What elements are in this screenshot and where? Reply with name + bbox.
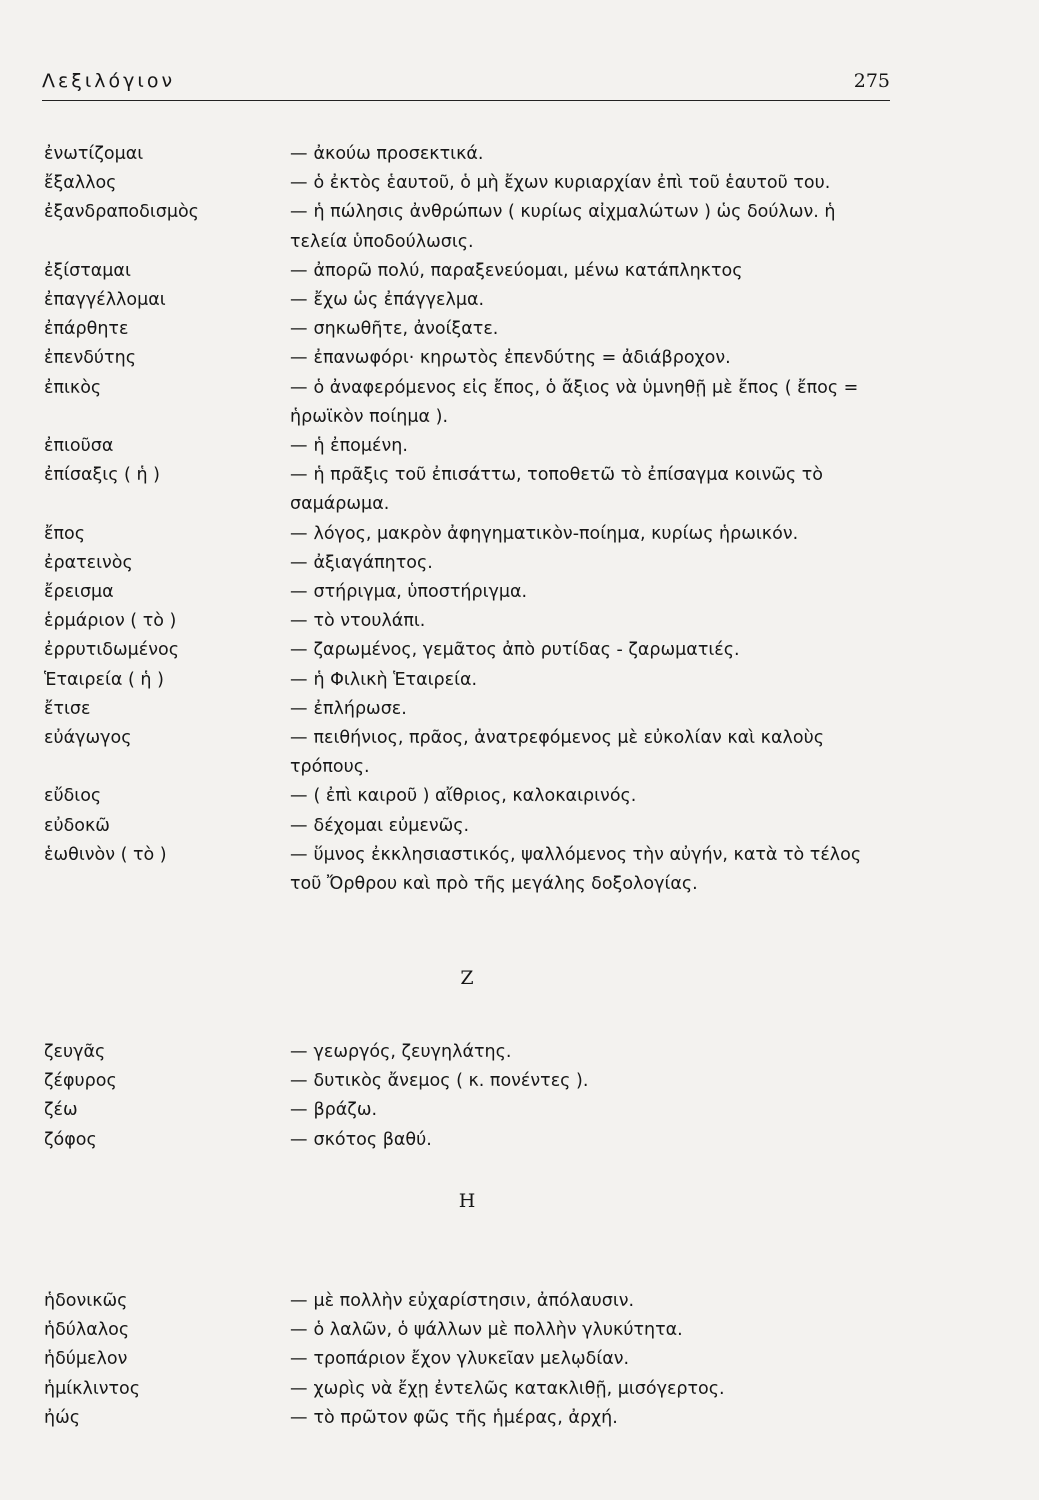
entry-dash: — (290, 844, 308, 865)
glossary-entry (44, 1096, 904, 1125)
entry-term: ἔξαλλος (44, 173, 117, 194)
glossary-entry (44, 1345, 904, 1374)
entry-definition (290, 169, 894, 198)
definition-text: ὁ ἐκτὸς ἑαυτοῦ, ὁ μὴ ἔχων κυριαρχίαν ἐπὶ τοῦ ἑαυτοῦ του. (313, 173, 831, 194)
entry-definition (290, 1316, 894, 1345)
glossary-entry (44, 286, 904, 315)
definition-text: δέχομαι εὐμενῶς. (313, 815, 470, 836)
entry-term: ἔτισε (44, 698, 91, 719)
entry-dash: — (290, 465, 308, 486)
entry-definition (290, 812, 894, 841)
glossary-entry (44, 724, 904, 782)
entry-dash: — (290, 173, 308, 194)
entry-definition (290, 636, 894, 665)
definition-text: ἀπορῶ πολύ, παραξενεύομαι, μένω κατάπληκτος (313, 260, 743, 281)
letter-heading-zeta: Ζ (460, 967, 474, 989)
entry-dash: — (290, 1291, 308, 1311)
entry-term: ἐρατεινὸς (44, 552, 133, 573)
entry-dash: — (290, 669, 308, 690)
entry-dash: — (290, 290, 308, 311)
entry-dash: — (290, 815, 308, 836)
glossary-entry (44, 841, 904, 899)
glossary-entry (44, 315, 904, 344)
entry-term: ἐπίσαξις ( ἡ ) (44, 465, 160, 486)
glossary-entry (44, 812, 904, 841)
definition-text: ἡ πρᾶξις τοῦ ἐπισάττω, τοποθετῶ τὸ ἐπίσαγμα κοινῶς τὸ σαμάρωμα. (290, 465, 823, 515)
glossary-entry (44, 140, 904, 169)
entry-dash: — (290, 1320, 308, 1341)
entry-term: εὔδιος (44, 786, 102, 807)
glossary-entry (44, 782, 904, 811)
definition-text: ἔχω ὡς ἐπάγγελμα. (313, 290, 485, 311)
entry-definition (290, 1345, 894, 1374)
entry-definition (290, 841, 894, 899)
glossary-entry (44, 636, 904, 665)
glossary-section-eta (44, 1287, 904, 1433)
entry-dash: — (290, 1100, 308, 1121)
definition-text: γεωργός, ζευγηλάτης. (313, 1042, 512, 1062)
entry-term: ἡδονικῶς (44, 1291, 128, 1311)
definition-text: σκότος βαθύ. (313, 1129, 432, 1150)
page-header (42, 68, 890, 101)
definition-text: πειθήνιος, πρᾶος, ἀνατρεφόμενος μὲ εὐκολίαν καὶ καλοὺς τρόπους. (290, 728, 824, 778)
glossary-entry (44, 1375, 904, 1404)
entry-term: ἐπιοῦσα (44, 436, 114, 457)
entry-definition (290, 1287, 894, 1316)
entry-definition (290, 695, 894, 724)
entry-term: ἐξίσταμαι (44, 260, 131, 281)
entry-dash: — (290, 1349, 308, 1370)
glossary-entry (44, 1404, 904, 1433)
glossary-entry (44, 1038, 904, 1067)
glossary-section-epsilon (44, 140, 904, 899)
entry-dash: — (290, 582, 308, 603)
entry-dash: — (290, 640, 308, 661)
entry-term: ἐπαγγέλλομαι (44, 290, 166, 311)
glossary-entry (44, 520, 904, 549)
glossary-entry (44, 607, 904, 636)
entry-definition (290, 666, 894, 695)
definition-text: ἡ πώλησις ἀνθρώπων ( κυρίως αἰχμαλώτων ) ὡς δούλων. ἡ τελεία ὑποδούλωσις. (290, 202, 836, 252)
entry-term: ἡδύμελον (44, 1349, 128, 1370)
definition-text: βράζω. (313, 1100, 378, 1121)
entry-definition (290, 1067, 894, 1096)
entry-definition (290, 549, 894, 578)
entry-term: ἑωθινὸν ( τὸ ) (44, 844, 167, 865)
glossary-entry (44, 695, 904, 724)
glossary-entry (44, 169, 904, 198)
definition-text: ( ἐπὶ καιροῦ ) αἴθριος, καλοκαιρινός. (313, 786, 637, 807)
entry-term: ἔπος (44, 523, 85, 544)
entry-definition (290, 1038, 894, 1067)
entry-term: εὐάγωγος (44, 728, 132, 749)
definition-text: ἡ ἐπομένη. (313, 436, 408, 457)
entry-definition (290, 520, 894, 549)
entry-dash: — (290, 552, 308, 573)
entry-dash: — (290, 436, 308, 457)
entry-term: ζόφος (44, 1129, 97, 1150)
entry-definition (290, 140, 894, 169)
definition-text: τὸ ντουλάπι. (313, 611, 426, 632)
glossary-entry (44, 257, 904, 286)
glossary-entry (44, 374, 904, 432)
glossary-entry (44, 198, 904, 256)
entry-definition (290, 607, 894, 636)
entry-definition (290, 374, 894, 432)
entry-term: Ἑταιρεία ( ἡ ) (44, 669, 164, 690)
entry-dash: — (290, 1042, 308, 1062)
running-title: Λεξιλόγιον (42, 70, 176, 92)
entry-dash: — (290, 348, 308, 369)
entry-definition (290, 1126, 894, 1155)
glossary-section-zeta (44, 1038, 904, 1155)
entry-definition (290, 198, 894, 256)
entry-term: ἡμίκλιντος (44, 1378, 141, 1399)
definition-text: στήριγμα, ὑποστήριγμα. (313, 582, 528, 603)
entry-term: ζέφυρος (44, 1071, 117, 1092)
entry-dash: — (290, 786, 308, 807)
entry-definition (290, 724, 894, 782)
entry-definition (290, 315, 894, 344)
glossary-entry (44, 666, 904, 695)
entry-dash: — (290, 728, 308, 749)
glossary-entry (44, 549, 904, 578)
entry-definition (290, 578, 894, 607)
letter-heading-eta: Η (458, 1190, 476, 1212)
definition-text: δυτικὸς ἄνεμος ( κ. πονέντες ). (313, 1071, 589, 1092)
entry-dash: — (290, 144, 308, 164)
entry-definition (290, 461, 894, 519)
glossary-entry (44, 1126, 904, 1155)
definition-text: τὸ πρῶτον φῶς τῆς ἡμέρας, ἀρχή. (313, 1407, 618, 1428)
glossary-entry (44, 461, 904, 519)
definition-text: χωρὶς νὰ ἔχῃ ἐντελῶς κατακλιθῇ, μισόγερτος. (313, 1378, 725, 1399)
entry-term: ἐρρυτιδωμένος (44, 640, 179, 661)
entry-dash: — (290, 260, 308, 281)
entry-dash: — (290, 1071, 308, 1092)
entry-term: ἐξανδραποδισμὸς (44, 202, 199, 223)
glossary-entry (44, 432, 904, 461)
definition-text: λόγος, μακρὸν ἀφηγηματικὸν-ποίημα, κυρίως ἡρωικόν. (313, 523, 799, 544)
entry-dash: — (290, 377, 308, 398)
entry-term: ἠώς (44, 1407, 81, 1428)
entry-dash: — (290, 523, 308, 544)
glossary-entry (44, 1316, 904, 1345)
definition-text: σηκωθῆτε, ἀνοίξατε. (313, 319, 499, 340)
entry-dash: — (290, 1407, 308, 1428)
entry-dash: — (290, 1129, 308, 1150)
entry-definition (290, 1404, 894, 1433)
entry-definition (290, 344, 894, 373)
entry-definition (290, 286, 894, 315)
entry-term: εὐδοκῶ (44, 815, 110, 836)
glossary-entry (44, 1287, 904, 1316)
entry-term: ἐπενδύτης (44, 348, 136, 369)
glossary-entry (44, 1067, 904, 1096)
definition-text: ζαρωμένος, γεμᾶτος ἀπὸ ρυτίδας - ζαρωματιές. (313, 640, 740, 661)
entry-term: ζέω (44, 1100, 78, 1121)
entry-term: ἐπικὸς (44, 377, 102, 398)
glossary-entry (44, 578, 904, 607)
definition-text: ἐπανωφόρι· κηρωτὸς ἐπενδύτης = ἀδιάβροχον. (313, 348, 731, 369)
definition-text: ἡ Φιλικὴ Ἑταιρεία. (313, 669, 478, 690)
definition-text: τροπάριον ἔχον γλυκεῖαν μελῳδίαν. (313, 1349, 630, 1370)
definition-text: μὲ πολλὴν εὐχαρίστησιν, ἀπόλαυσιν. (313, 1291, 635, 1311)
glossary-entry (44, 344, 904, 373)
definition-text: ὕμνος ἐκκλησιαστικός, ψαλλόμενος τὴν αὐγήν, κατὰ τὸ τέλος τοῦ Ὄρθρου καὶ πρὸ τῆς μεγάλης δοξολογίας. (290, 844, 862, 895)
definition-text: ἐπλήρωσε. (313, 698, 407, 719)
entry-term: ἐπάρθητε (44, 319, 129, 340)
definition-text: ὁ ἀναφερόμενος εἰς ἔπος, ὁ ἄξιος νὰ ὑμνηθῇ μὲ ἔπος ( ἔπος = ἡρωϊκὸν ποίημα ). (290, 377, 859, 427)
entry-definition (290, 257, 894, 286)
entry-term: ἡδύλαλος (44, 1320, 130, 1341)
entry-definition (290, 782, 894, 811)
entry-dash: — (290, 611, 308, 632)
entry-dash: — (290, 202, 308, 223)
definition-text: ἀξιαγάπητος. (313, 552, 433, 573)
entry-term: ἑρμάριον ( τὸ ) (44, 611, 177, 632)
entry-dash: — (290, 698, 308, 719)
definition-text: ἀκούω προσεκτικά. (313, 144, 484, 164)
entry-definition (290, 432, 894, 461)
entry-definition (290, 1375, 894, 1404)
entry-term: ἐνωτίζομαι (44, 144, 144, 164)
definition-text: ὁ λαλῶν, ὁ ψάλλων μὲ πολλὴν γλυκύτητα. (313, 1320, 683, 1341)
entry-definition (290, 1096, 894, 1125)
entry-term: ζευγᾶς (44, 1042, 106, 1062)
entry-dash: — (290, 319, 308, 340)
entry-term: ἔρεισμα (44, 582, 114, 603)
page-number: 275 (853, 70, 890, 92)
entry-dash: — (290, 1378, 308, 1399)
